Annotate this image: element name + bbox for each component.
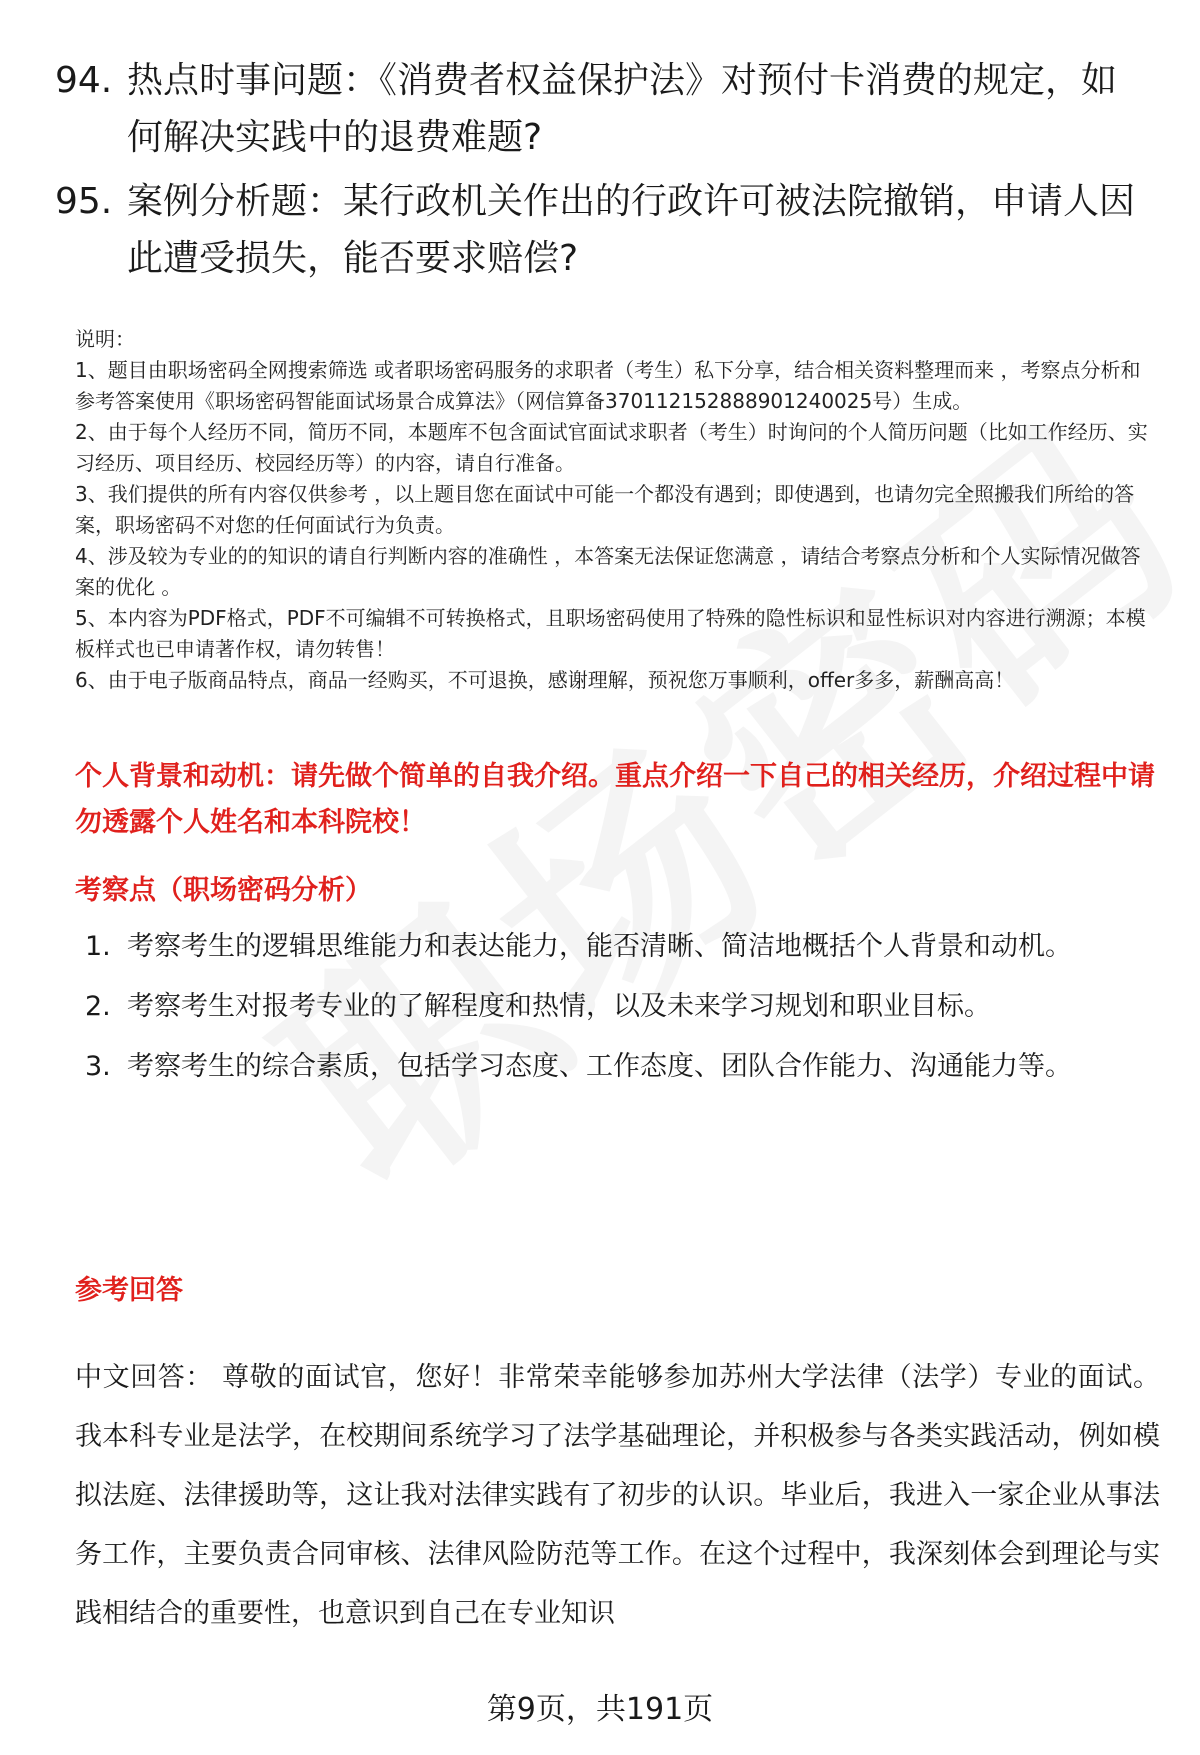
page-footer: 第9页，共191页: [486, 1692, 714, 1727]
notes-title: 说明：: [75, 327, 135, 351]
item-text: 考察考生的逻辑思维能力和表达能力，能否清晰、简洁地概括个人背景和动机。: [127, 931, 1072, 962]
item-number: 3.: [85, 1051, 111, 1082]
note-item: 1、题目由职场密码全网搜索筛选 或者职场密码服务的求职者（考生）私下分享，结合相关资料整理而来 ，考察点分析和参考答案使用《职场密码智能面试场景合成算法》（网信算备370112152888901240025号）生成。: [75, 358, 1141, 413]
item-number: 1.: [85, 931, 111, 962]
question-number: 95.: [55, 181, 113, 222]
item-number: 2.: [85, 991, 111, 1022]
item-text: 考察考生的综合素质，包括学习态度、工作态度、团队合作能力、沟通能力等。: [127, 1051, 1072, 1082]
answer-paragraph: 中文回答： 尊敬的面试官，您好！非常荣幸能够参加苏州大学法律（法学）专业的面试。我本科专业是法学，在校期间系统学习了法学基础理论，并积极参与各类实践活动，例如模拟法庭、法律援助等，这让我对法律实践有了初步的认识。毕业后，我进入一家企业从事法务工作，主要负责合同审核、法律风险防范等工作。在这个过程中，我深刻体会到理论与实践相结合的重要性，也意识到自己在专业知识: [75, 1362, 1160, 1629]
interview-prompt: 个人背景和动机：请先做个简单的自我介绍。重点介绍一下自己的相关经历，介绍过程中请勿透露个人姓名和本科院校！: [75, 761, 1155, 838]
note-item: 6、由于电子版商品特点，商品一经购买，不可退换，感谢理解，预祝您万事顺利，offer多多，薪酬高高！: [75, 668, 1015, 692]
note-item: 4、涉及较为专业的的知识的请自行判断内容的准确性 ，本答案无法保证您满意 ，请结合考察点分析和个人实际情况做答案的优化 。: [75, 544, 1141, 599]
question-text: 案例分析题：某行政机关作出的行政许可被法院撤销，申请人因此遭受损失，能否要求赔偿?: [127, 181, 1136, 279]
note-item: 5、本内容为PDF格式，PDF不可编辑不可转换格式，且职场密码使用了特殊的隐性标识和显性标识对内容进行溯源；本模板样式也已申请著作权，请勿转售！: [75, 606, 1146, 661]
list-item: [85, 918, 1125, 976]
points-list: [85, 918, 1125, 1098]
question-94: [55, 52, 1145, 166]
section-heading-points: 考察点（职场密码分析）: [75, 875, 372, 906]
note-item: 3、我们提供的所有内容仅供参考 ，以上题目您在面试中可能一个都没有遇到；即使遇到，也请勿完全照搬我们所给的答案，职场密码不对您的任何面试行为负责。: [75, 482, 1135, 537]
item-text: 考察考生对报考专业的了解程度和热情，以及未来学习规划和职业目标。: [127, 991, 991, 1022]
section-heading-answer: 参考回答: [75, 1275, 183, 1306]
list-item: [85, 978, 1125, 1036]
question-95: [55, 173, 1145, 287]
disclaimer-notes: [75, 324, 1155, 696]
question-text: 热点时事问题：《消费者权益保护法》对预付卡消费的规定，如何解决实践中的退费难题?: [127, 60, 1118, 158]
list-item: [85, 1038, 1125, 1096]
question-number: 94.: [55, 60, 113, 101]
note-item: 2、由于每个人经历不同，简历不同，本题库不包含面试官面试求职者（考生）时询问的个人简历问题（比如工作经历、实习经历、项目经历、校园经历等）的内容，请自行准备。: [75, 420, 1148, 475]
